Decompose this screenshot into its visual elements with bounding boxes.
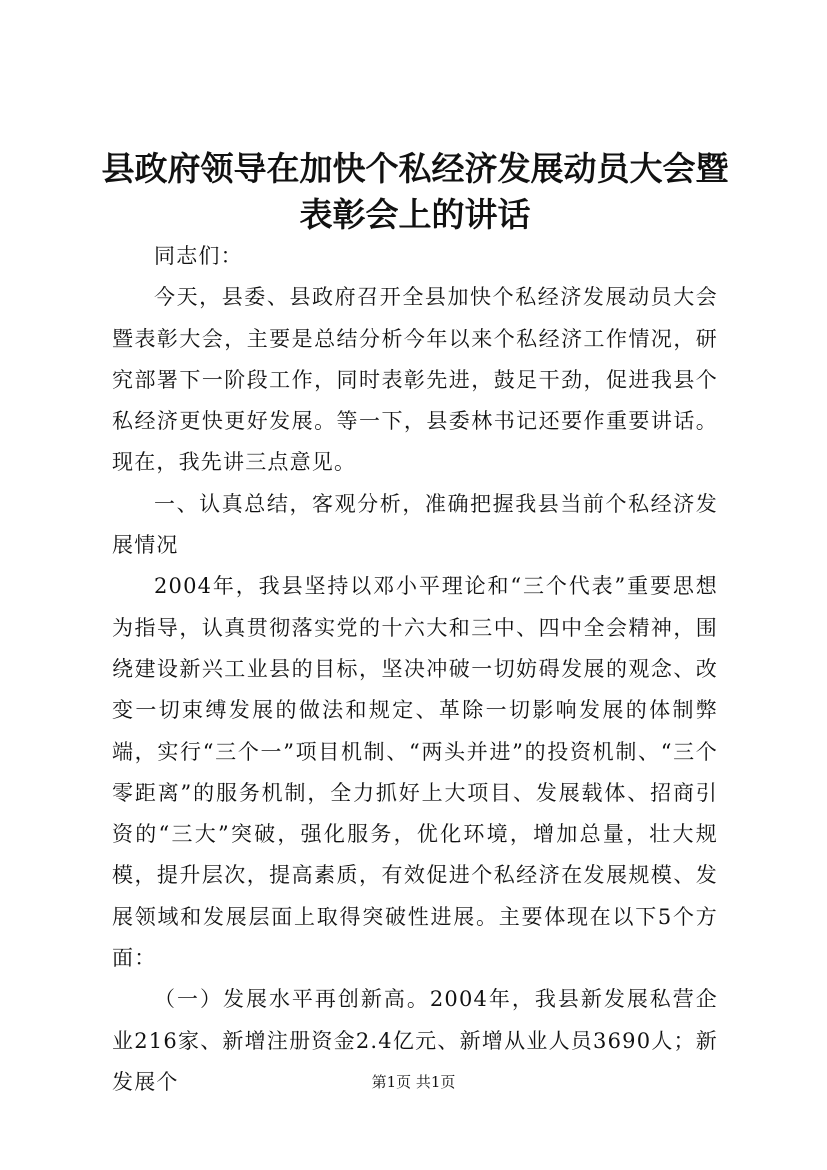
document-title: 县政府领导在加快个私经济发展动员大会暨表彰会上的讲话 bbox=[101, 149, 729, 234]
paragraph-subsection-1: （一）发展水平再创新高。2004年，我县新发展私营企业216家、新增注册资金2.4亿元、新增从业人员3690人；新发展个 bbox=[112, 987, 718, 1094]
paragraph-intro: 今天，县委、县政府召开全县加快个私经济发展动员大会暨表彰大会，主要是总结分析今年以来个私经济工作情况，研究部署下一阶段工作，同时表彰先进，鼓足干劲，促进我县个私经济更快更好发展。等一下，县委林书记还要作重要讲话。现在，我先讲三点意见。 bbox=[112, 285, 718, 475]
page-footer: 第1页 共1页 bbox=[371, 1073, 456, 1091]
paragraph-2004-summary: 2004年，我县坚持以邓小平理论和“三个代表”重要思想为指导，认真贯彻落实党的十六大和三中、四中全会精神，围绕建设新兴工业县的目标，坚决冲破一切妨碍发展的观念、改变一切束缚发展的做法和规定、革除一切影响发展的体制弊端，实行“三个一”项目机制、“两头并进”的投资机制、“三个零距离”的服务机制，全力抓好上大项目、发展载体、招商引资的“三大”突破，强化服务，优化环境，增加总量，壮大规模，提升层次，提高素质，有效促进个私经济在发展规模、发展领域和发展层面上取得突破性进展。主要体现在以下5个方面： bbox=[112, 574, 718, 971]
section-heading-1: 一、认真总结，客观分析，准确把握我县当前个私经济发展情况 bbox=[112, 491, 718, 558]
salutation: 同志们： bbox=[154, 244, 243, 268]
document-body bbox=[112, 236, 718, 1103]
